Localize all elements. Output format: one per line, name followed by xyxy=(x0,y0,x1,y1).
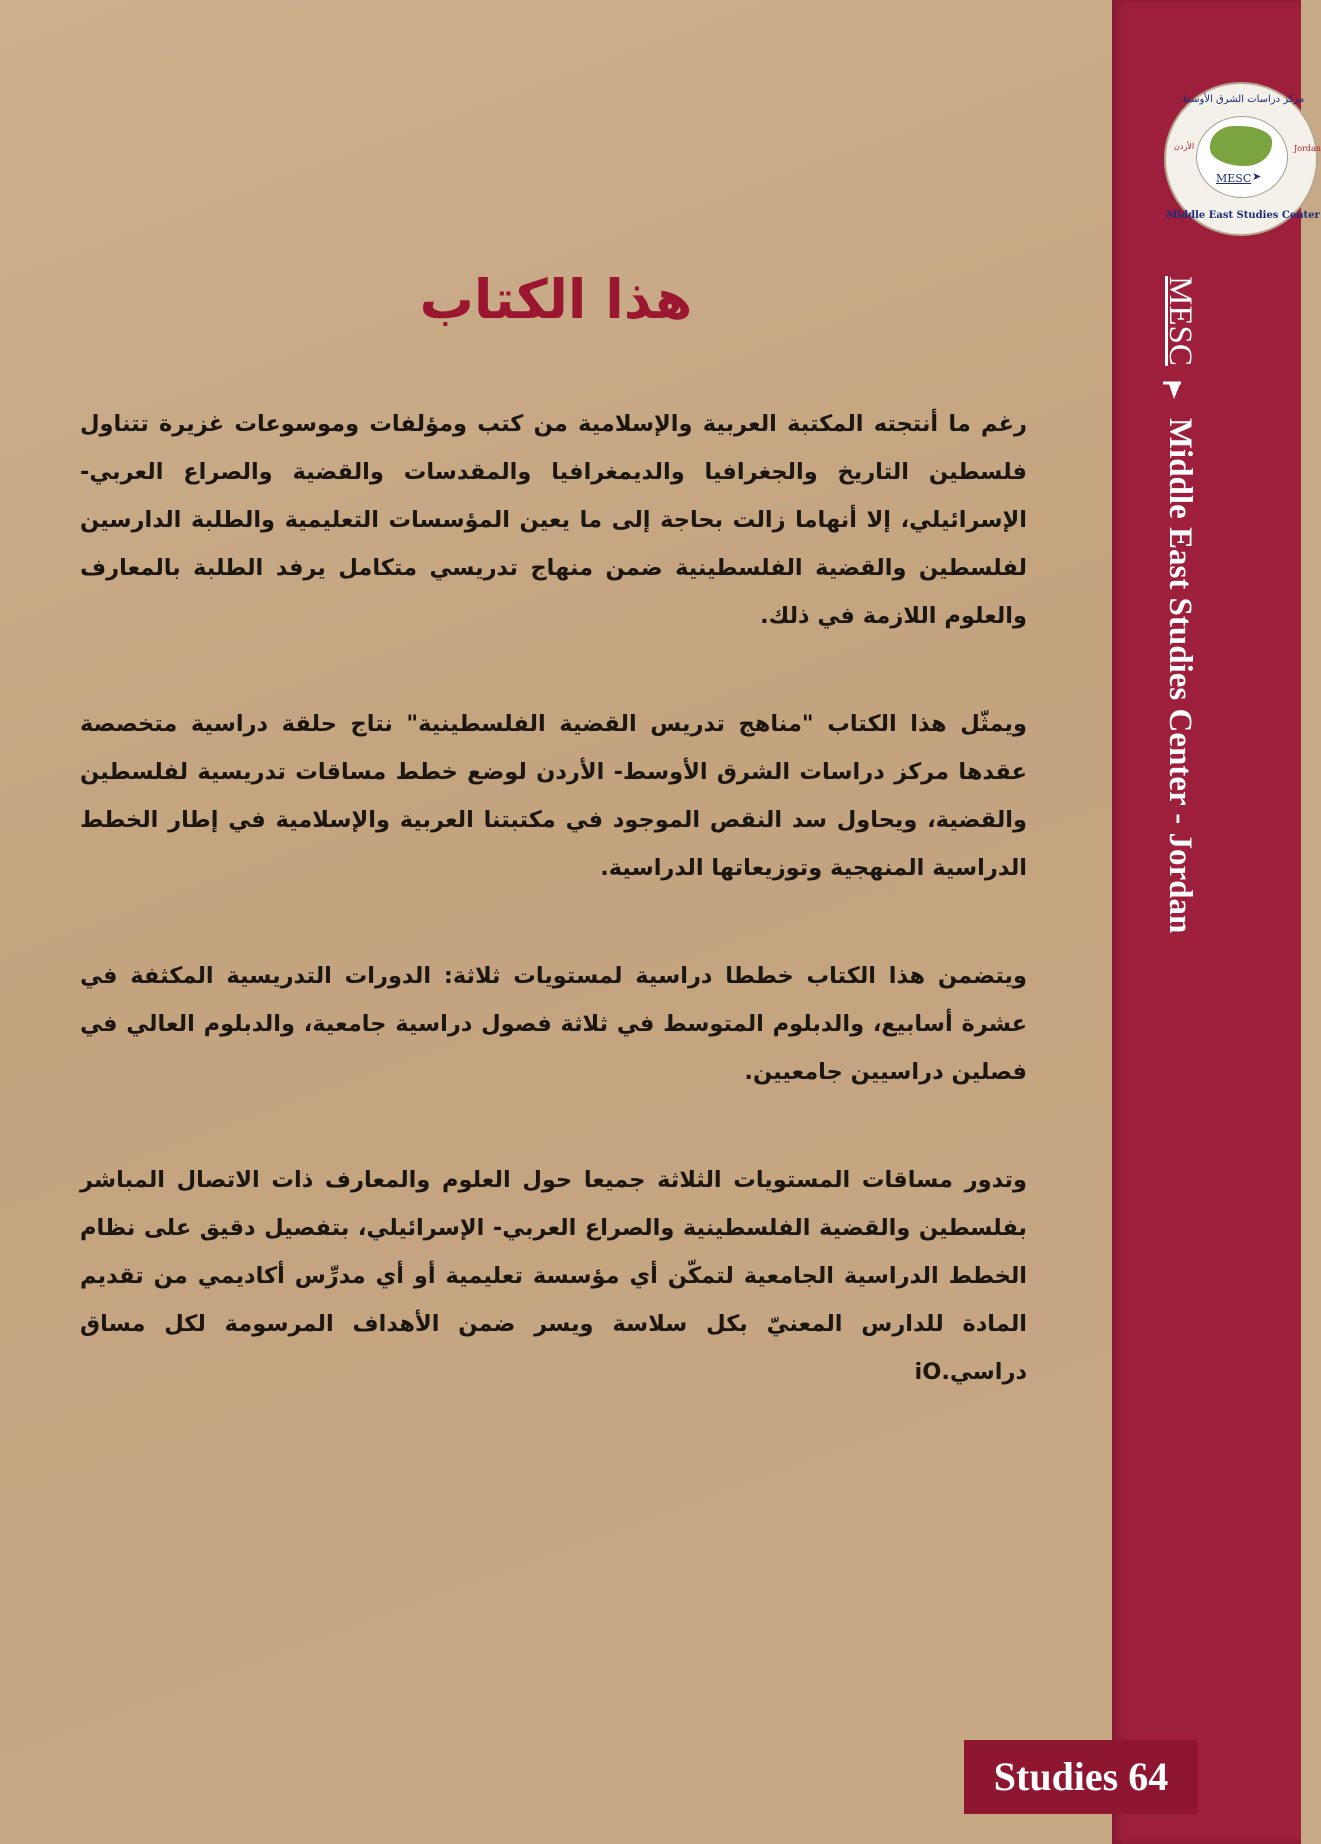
series-badge: Studies 64 xyxy=(964,1740,1198,1814)
vertical-full-name: Middle East Studies Center - Jordan xyxy=(1162,417,1198,934)
logo-right-english: Jordan xyxy=(1294,144,1321,153)
paragraph-3: ويتضمن هذا الكتاب خططا دراسية لمستويات ثلاثة: الدورات التدريسية المكثفة في عشرة أسابيع، والدبلوم المتوسط في ثلاثة فصول دراسية جامعية، والدبلوم العالي في فصلين دراسيين جامعيين. xyxy=(80,963,1027,1085)
vertical-label xyxy=(1160,276,1200,933)
vertical-abbr: MESC xyxy=(1162,276,1198,366)
logo-ring-english: Middle East Studies Center xyxy=(1166,210,1320,221)
paragraph-4: وتدور مساقات المستويات الثلاثة جميعا حول العلوم والمعارف ذات الاتصال المباشر بفلسطين والقضية الفلسطينية والصراع العربي- الإسرائيلي، بتفصيل دقيق على نظام الخطط الدراسية الجامعية لتمكّن أي مؤسسة تعليمية أو أي مدرِّس أكاديمي من تقديم المادة للدارس المعنيّ بكل سلاسة ويسر ضمن الأهداف المرسومة لكل مساق دراسي.iO xyxy=(80,1167,1027,1385)
page-title: هذا الكتاب xyxy=(419,268,693,331)
paragraph-1: رغم ما أنتجته المكتبة العربية والإسلامية من كتب ومؤلفات وموسوعات غزيرة تتناول فلسطين التاريخ والجغرافيا والديمغرافيا والمقدسات والقضية والصراع العربي- الإسرائيلي، إلا أنهاما زالت بحاجة إلى ما يعين المؤسسات التعليمية والطلبة الدارسين لفلسطين والقضية الفلسطينية ضمن منهاج تدريسي متكامل يرفد الطلبة بالمعارف والعلوم اللازمة في ذلك. xyxy=(80,411,1027,629)
logo-arrow-icon: ➤ xyxy=(1252,170,1262,183)
arab-world-map-icon xyxy=(1210,126,1272,166)
logo-mesc-label: MESC xyxy=(1216,172,1252,185)
paragraph-2: ويمثّل هذا الكتاب "مناهج تدريس القضية الفلسطينية" نتاج حلقة دراسية متخصصة عقدها مركز دراسات الشرق الأوسط- الأردن لوضع خطط مساقات تدريسية لفلسطين والقضية، ويحاول سد النقص الموجود في مكتبتنا العربية والإسلامية في إطار الخطط الدراسية المنهجية وتوزيعاتها الدراسية. xyxy=(80,711,1027,881)
side-band xyxy=(1112,0,1301,1844)
flag-arrow-icon xyxy=(1169,380,1191,402)
logo xyxy=(1164,82,1321,236)
logo-ring-arabic: مركز دراسات الشرق الأوسط xyxy=(1181,94,1305,105)
body-text xyxy=(80,400,1027,1456)
logo-left-arabic: الأردن xyxy=(1174,142,1195,151)
